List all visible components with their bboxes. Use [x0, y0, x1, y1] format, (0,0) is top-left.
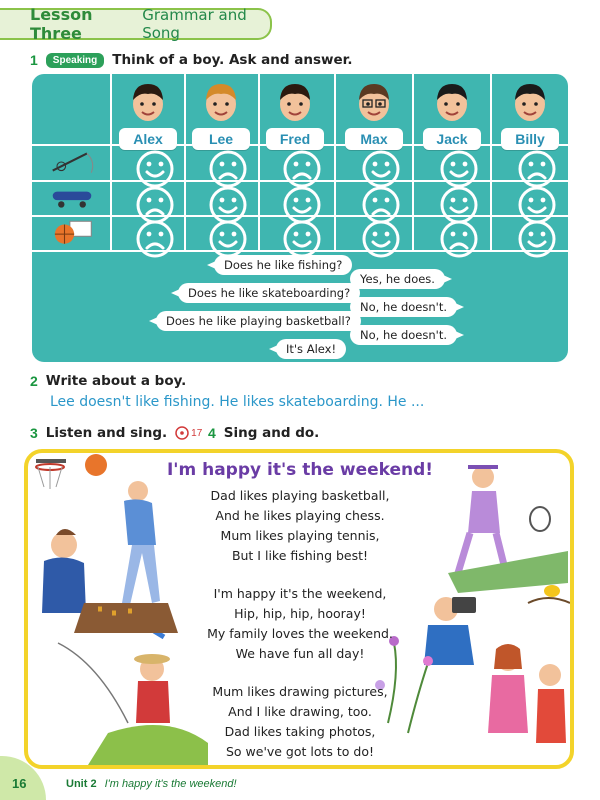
unit-title: I'm happy it's the weekend! — [104, 778, 237, 790]
answer-bubble: Yes, he does. — [350, 269, 445, 289]
track-number: 17 — [191, 427, 203, 439]
question-bubble: Does he like skateboarding? — [178, 283, 360, 303]
lyric-line: But I like fishing best! — [231, 548, 369, 563]
lyric-line: And I like drawing, too. — [228, 704, 372, 719]
question-bubble: It's Alex! — [276, 339, 346, 359]
lesson-title: Lesson Three — [30, 5, 93, 43]
name-tag-lee: Lee — [192, 128, 250, 150]
lyric-line: And he likes playing chess. — [215, 508, 385, 523]
name-tag-jack: Jack — [423, 128, 481, 150]
name-tag-alex: Alex — [119, 128, 177, 150]
answer-bubble: No, he doesn't. — [350, 297, 457, 317]
unit-label: Unit 2 — [66, 778, 97, 790]
lesson-topic: Grammar and Song — [142, 6, 247, 42]
lyric-line: My family loves the weekend. — [207, 626, 393, 641]
section-instruction: Sing and do. — [223, 425, 320, 441]
lyric-line: Dad likes taking photos, — [224, 724, 376, 739]
question-bubble: Does he like fishing? — [214, 255, 352, 275]
name-tag-billy: Billy — [501, 128, 559, 150]
page-number: 16 — [12, 776, 27, 791]
lyric-line: Dad likes playing basketball, — [210, 488, 390, 503]
answer-bubble: No, he doesn't. — [350, 325, 457, 345]
name-tag-fred: Fred — [266, 128, 324, 150]
lyric-line: Mum likes drawing pictures, — [212, 684, 388, 699]
speaking-badge: Speaking — [46, 53, 104, 68]
example-sentence: Lee doesn't like fishing. He likes skateboarding. He ... — [50, 394, 425, 410]
lyric-line: We have fun all day! — [235, 646, 365, 661]
name-tag-max: Max — [345, 128, 403, 150]
lyric-line: Mum likes playing tennis, — [220, 528, 380, 543]
lyric-line: Hip, hip, hip, hooray! — [234, 606, 366, 621]
lyric-line: So we've got lots to do! — [225, 744, 375, 759]
song-title: I'm happy it's the weekend! — [166, 460, 434, 480]
lyric-line: I'm happy it's the weekend, — [213, 586, 387, 601]
section-number: 2 — [30, 373, 38, 389]
section-number: 1 — [30, 52, 38, 68]
section-number: 4 — [208, 425, 216, 441]
question-bubble: Does he like playing basketball? — [156, 311, 361, 331]
section-instruction: Listen and sing. — [45, 425, 168, 441]
section-number: 3 — [30, 425, 38, 441]
section-instruction: Think of a boy. Ask and answer. — [112, 52, 353, 68]
footer-unit — [66, 778, 237, 790]
section-instruction: Write about a boy. — [45, 373, 187, 389]
